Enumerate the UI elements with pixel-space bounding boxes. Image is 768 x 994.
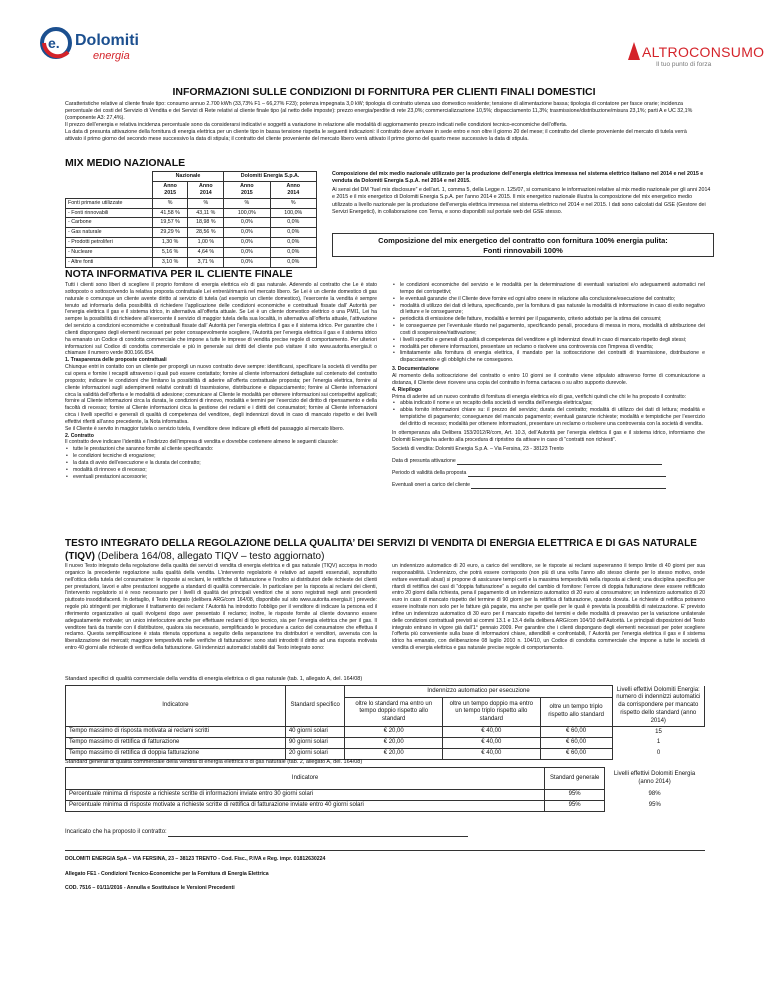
year-2: 2014 <box>199 189 212 196</box>
unit-cell: % <box>224 198 270 208</box>
table-row <box>66 749 705 760</box>
mix-comp-body: Ai sensi del DM “fuel mix disclosure” e dell’art. 1, comma 5, della Legge n. 125/07, si comunicano le informazioni relative al mix medio nazionale per gli anni 2014 e 2015 e il mix energetico di Dolomiti Energia S.p.A. per l’anno 2014 e 2015. Il mix energetico nazionale illustra la composizione del mix energetico medio utilizzato a livello nazionale per la produzione dell’energia elettrica immessa nel sistema elettrico nel 2014 e nel 2015. I dati sono calcolati dal GSE (Gestore dei Servizi Energetici), in collaborazione con Terna, e sono disponibili sul portale web del GSE stesso. <box>332 187 711 215</box>
intro-p3: La data di presunta attivazione della fornitura di energia elettrica per un cliente tipo in bassa tensione rispetta le seguenti indicazioni: il contratto deve arrivare in sede entro e non oltre il giorno 20 del mese; il contratto del cliente proveniente del mercato di tutela verrà attivato il primo giorno del secondo mese successivo la data di stipula; il contratto del cliente proveniente del mercato libero verrà attivato il primo giorno del quarto mese successivo la data di stipula. <box>65 129 687 143</box>
t2-h-livelli: Livelli effettivi Dolomiti Energia (anno 2014) <box>613 770 696 785</box>
list-item: • le eventuali garanzie che il Cliente deve fornire ed ogni altro onere in relazione alla conclusione/esecuzione del contratto; <box>392 296 705 303</box>
mix-cell: 5,16 % <box>152 248 188 258</box>
tiqv-right-text: un indennizzo automatico di 20 euro, a carico del venditore, se le risposte ai reclami supereranno il tempo limite di 40 giorni per sua responsabilità. L’indennizzo, che potrà essere corrisposto (non più di una volta l’anno allo stesso cliente per lo stesso motivo, onde evitare eventuali abusi) si propone di assicurare tempi certi e la massima tempestività nella risposta ai clienti; una disciplina specifica per ritardi di rettifica dei casi di “doppia fatturazione” a seguito del cambio di fornitore: l’errore di doppia fatturazione deve essere rettificato entro 20 giorni dalla richiesta, pena il pagamento di un indennizzo automatico di 20 euro al consumatore; un indennizzo automatico di 20 euro in caso di mancato rispetto del termine di 90 giorni per la rettifica di fatturazione, quando dovuta. Le richieste di rettifica potranno essere inoltrate non solo per le fatture già pagate, ma anche per quelle per le quali è prevista la possibilità di rateizzazione. E’ previsto infine un indennizzo automatico di 30 euro per il mancato rispetto dei termini e delle modalità di preavviso per la variazione unilaterale delle condizioni contrattuali previsti ai commi 13.1 e 13.4 della delibera ARG/com 104/10 dell’Autorità. Le principali disposizioni del Testo integrato entrano in vigore già dall’1° gennaio 2009. Per garantire che i clienti dispongano degli elementi necessari per poter scegliere l’offerta più conveniente sulla base di informazioni chiare, attendibili e confrontabili, l’ Autorità per l’energia elettrica il gas e il sistema idrico ha emanato, con deliberazione 08 luglio 2010 n. 104/10, un Codice di condotta commerciale che impone a tutte le società di vendita di energia elettrica e gas naturale precise regole di comportamento. <box>392 563 705 652</box>
mix-cell: 0,0% <box>224 248 270 258</box>
logo-energia-text: energia <box>93 50 130 62</box>
list-item: • le conseguenze per l’eventuale ritardo nel pagamento, specificando penali, procedura di messa in mora, modalità di attribuzione dei costi di sospensione/riattivazione; <box>392 323 705 337</box>
t1-h-livelli: Livelli effettivi Dolomiti Energia: numero di indennizzi automatici da corrispondere per mancato rispetto dello standard (anno 2014) <box>612 686 704 727</box>
mix-cell: 41,58 % <box>152 208 188 218</box>
nota-h3: 3. Documentazione <box>392 366 439 373</box>
tiqv-title <box>65 537 705 563</box>
altroconsumo-logo <box>626 40 765 74</box>
t1-h-group: Indennizzo automatico per esecuzione <box>345 686 612 698</box>
t1-cell: 0 <box>656 750 661 757</box>
t2-h-standard: Standard generale <box>545 768 605 790</box>
tiqv-title-main: TESTO INTEGRATO DELLA REGOLAZIONE DELLA QUALITA’ DEI SERVIZI DI VENDITA DI ENERGIA ELETTRICA E DI GAS NATURALE <box>65 538 697 549</box>
footer-company: DOLOMITI ENERGIA SpA – VIA FERSINA, 23 – 38123 TRENTO - Cod. Fisc., P.IVA e Reg. impr. 01812630224 <box>65 856 326 862</box>
mix-cell: 0,0% <box>224 228 270 238</box>
t1-cell: 40 giorni solari <box>285 727 345 738</box>
mix-row <box>66 208 317 218</box>
summary-list <box>392 400 705 427</box>
t1-cell: 90 giorni solari <box>285 738 345 749</box>
tiqv-title-sub: (Delibera 164/08, allegato TIQV – testo aggiornato) <box>97 551 325 562</box>
incaricato-row <box>65 829 468 837</box>
t1-h-b: oltre un tempo doppio ma entro un tempo triplo rispetto allo standard <box>443 698 541 727</box>
mix-cell: 29,29 % <box>152 228 188 238</box>
field-periodo-validita[interactable] <box>468 476 666 477</box>
mix-row-label: - Carbone <box>66 218 153 228</box>
t1-cell: 1 <box>656 739 661 746</box>
mix-cell: 1,30 % <box>152 238 188 248</box>
list-item: • modalità di rinnovo e di recesso; <box>65 467 377 474</box>
t2-cell: 95% <box>648 801 661 808</box>
t2-cell: Percentuale minima di risposte motivate a richieste scritte di rettifica di fatturazione inviate entro 40 giorni solari <box>66 800 545 811</box>
list-item: • limitatamente alla fornitura di energia elettrica, il mandato per la sottoscrizione dei contratti di trasmissione, distribuzione e dispacciamento e gli obblighi che ne conseguono. <box>392 350 705 364</box>
nota-p2: Chiunque entri in contatto con un cliente per proporgli un nuovo contratto deve sempre: identificarsi, specificare la società di vendita per cui opera e fornire i recapiti attraverso i quali può essere contattato; fornire al cliente informazioni dettagliate sul contenuto del contratto proposto; indicare le condizioni che limitano la possibilità di aderire all’offerta contrattuale proposta; per l’energia elettrica, fornire al cliente informazioni sugli adempimenti relativi contratti di trasmissione, distribuzione e dispacciamento; fornire al Cliente informazioni circa la validità dell’offerta e le modalità di adesione; comunicare al Cliente le modalità per ottenere informazioni sui corrispettivi applicati; fornire al Cliente informazioni circa la durata, le condizioni di rinnovo, modalità e termini per l’esercizio del diritto di ripensamento e della facoltà di recesso; fornire al Cliente informazioni circa la gestione dei reclami e i diritti dei consumatori; fornire al Cliente informazioni circa i livelli specifici e generali di qualità di competenza del venditore, degli indennizzi dovuti in caso di mancato rispetto e dei livelli effettivi riferiti all’anno precedente, la Nota informativa. <box>65 364 377 425</box>
mix-cell: 43,11 % <box>188 208 224 218</box>
mix-cell: 3,71 % <box>188 257 224 267</box>
t1-cell: € 40,00 <box>443 738 541 749</box>
mix-cell: 100,0% <box>270 208 316 218</box>
table-row <box>66 727 705 738</box>
t1-cell: 20 giorni solari <box>285 749 345 760</box>
field-oneri[interactable] <box>471 488 666 489</box>
mix-cell: 19,57 % <box>152 218 188 228</box>
mix-cell: 0,0% <box>224 238 270 248</box>
t1-h-indicatore: Indicatore <box>66 686 286 727</box>
t2-cell: 95% <box>545 790 605 801</box>
year-3: 2015 <box>240 189 253 196</box>
incaricato-label: Incaricato che ha proposto il contratto: <box>65 829 167 835</box>
mix-cell: 0,0% <box>224 257 270 267</box>
field-data-attivazione-label: Data di presunta attivazione <box>392 458 456 465</box>
mix-group-national: Nazionale <box>152 172 223 182</box>
mix-heading: MIX MEDIO NAZIONALE <box>65 157 186 169</box>
box-line2: Fonti rinnovabili 100% <box>483 245 563 255</box>
table2-caption: Standard generali di qualità commerciale della vendita di energia elettrica o di gas naturale (tab. 2, allegato A, del. 164/08) <box>65 759 363 765</box>
list-item: • tutte le prestazioni che saranno fornite al cliente specificando: <box>65 446 377 453</box>
t1-cell: Tempo massimo di risposta motivata ai reclami scritti <box>66 727 286 738</box>
table-row <box>66 800 705 811</box>
mix-row-label: - Nucleare <box>66 248 153 258</box>
t1-cell: € 60,00 <box>540 727 612 738</box>
t1-cell: € 20,00 <box>345 727 443 738</box>
t2-cell: 98% <box>648 791 661 797</box>
mix-cell: 0,0% <box>270 248 316 258</box>
mix-cell: 28,56 % <box>188 228 224 238</box>
list-item: • modalità di utilizzo dei dati di lettura, specificando, per la fornitura di gas naturale la modalità di informazione in caso di esito negativo di letture e le conseguenze; <box>392 303 705 317</box>
list-item: • la data di avvio dell’esecuzione e la durata del contratto; <box>65 460 377 467</box>
list-item: • i livelli specifici e generali di qualità di competenza del venditore e gli indennizzi dovuti in caso di mancato rispetto degli stessi; <box>392 337 705 344</box>
mix-row <box>66 257 317 267</box>
mix-cell: 18,98 % <box>188 218 224 228</box>
mix-cell: 0,0% <box>270 257 316 267</box>
tiqv-title-abbr: (TIQV) <box>65 551 95 562</box>
mix-row-header: Fonti primarie utilizzate <box>66 198 153 208</box>
mix-group-dolomiti: Dolomiti Energia S.p.A. <box>224 172 317 182</box>
intro-p1: Caratteristiche relative al cliente finale tipo: consumo annuo 2.700 kWh (33,73% F1 – 66,27% F23); potenza impegnata 3,0 kW; tipologia di contratto utenza uso domestico residente; tensione di alimentazione bassa; tipologia di contatore per fasce orarie; incidenza percentuale dei costi del Servizio di Vendita e dei Servizi di Rete relativi al cliente finale tipo (al netto delle imposte): prezzo energia/perdite di rete 23,0%; commercializzazione 10,5%; dispacciamento 11,3%; trasmissione/distribuzione/misura 23,1%; parti A e UC 32,1% (componente A3: 27,4%). <box>65 101 693 122</box>
nota-p1: Tutti i clienti sono liberi di scegliere il proprio fornitore di energia elettrica e/o di gas naturale. Aderendo al contratto che Le è stato sottoposto o sottoscrivendo la relativa proposta contrattuale Lei entrerà/rimarrà nel mercato libero. Se Lei è un cliente domestico di gas naturale o comunque un cliente avente diritto al servizio di tutela (ad esempio un cliente domestico), l’esercente la vendita è sempre tenuto ad informarla della possibilità di richiedere l’applicazione delle condizioni economiche e contrattuali fissate dall’ Autorità per l’energia elettrica il gas e il sistema idrico, in alternativa all’offerta attuale. Se Lei è un cliente domestico elettrico o una PMI1, Lei ha sempre la possibilità di richiedere all’esercente il servizio di maggior tutela della sua località, in alternativa all’offerta attuale, l’attivazione del servizio a condizioni economiche e contrattuali fissate dall’ Autorità per l’energia elettrica il gas e il sistema idrico. Per garantire che i clienti dispongano degli elementi necessari per poter consapevolmente scegliere, l’Autorità per l’energia elettrica il gas e il sistema idrico ha emanato un Codice di condotta commerciale che impone a tutte le imprese di vendita precise regole di comportamento. Per ulteriori informazioni sul Codice di condotta commerciale e più in generale sui diritti del cliente può visitare il sito www.autorita.energia.it o chiamare il numero verde 800.166.654. <box>65 282 377 357</box>
list-item: • periodicità di emissione delle fatture, modalità e termini per il pagamento, criterio adottato per la stima dei consumi; <box>392 316 705 323</box>
list-item: • abbia indicato il nome e un recapito della società di vendita dell’energia elettrica/gas; <box>392 400 705 407</box>
t1-cell: Tempo massimo di rettifica di doppia fatturazione <box>66 749 286 760</box>
list-item: • le condizioni economiche del servizio e le modalità per la determinazione di eventuali variazioni e/o adeguamenti automatici nel tempo dei corrispettivi; <box>392 282 705 296</box>
t1-cell: € 60,00 <box>540 749 612 760</box>
societa-vendita: Società di vendita: Dolomiti Energia S.p.A. – Via Fersina, 23 - 38123 Trento <box>392 446 564 453</box>
table1-caption: Standard specifici di qualità commerciale della vendita di energia elettrica o di gas naturale (tab. 1, allegato A, del. 164/08) <box>65 676 363 682</box>
t1-cell: 15 <box>655 728 662 735</box>
field-oneri-label: Eventuali oneri a carico del cliente <box>392 481 471 488</box>
box-line1: Composizione del mix energetico del contratto con fornitura 100% energia pulita: <box>378 236 668 245</box>
list-item: • abbia fornito informazioni chiare su: il prezzo del servizio; durata del contratto; modalità di utilizzo dei dati di lettura; modalità e tempistiche di pagamento; conseguenze del mancato pagamento; eventuali garanzie richieste; modalità e tempistiche per l’esercizio del diritto di recesso; modalità per ottenere informazioni, presentare un reclamo o risolvere una controversia con la società di vendita. <box>392 407 705 428</box>
field-data-attivazione[interactable] <box>457 464 662 465</box>
table-row <box>66 738 705 749</box>
page-title: INFORMAZIONI SULLE CONDIZIONI DI FORNITURA PER CLIENTI FINALI DOMESTICI <box>172 86 596 98</box>
t1-cell: € 20,00 <box>345 738 443 749</box>
table2 <box>65 767 705 812</box>
nota-p5: Al momento della sottoscrizione del contratto o entro 10 giorni se il contratto viene stipulato attraverso forme di comunicazione a distanza, il Cliente deve ricevere una copia del contratto in forma cartacea o su altro supporto durevole. <box>392 372 705 386</box>
contract-clauses-list-cont <box>392 282 705 364</box>
t1-cell: € 40,00 <box>443 749 541 760</box>
t1-h-a: oltre lo standard ma entro un tempo doppio rispetto allo standard <box>345 698 443 727</box>
nota-p7: In ottemperanza alla Delibera 153/2012/R/com, Art. 10.3, dell’Autorità per l’energia elettrica il gas e il sistema idrico, informiamo che Dolomiti Energia ha aderito alla procedura di ripristino da attivare in caso di “contratti non richiesti”. <box>392 429 705 443</box>
logo-altroconsumo-text: ALTROCONSUMO <box>642 44 765 60</box>
unit-cell: % <box>152 198 188 208</box>
logo-dolomiti-text: Dolomiti <box>75 32 139 49</box>
table1 <box>65 685 705 760</box>
mix-row-label: - Prodotti petroliferi <box>66 238 153 248</box>
field-periodo-validita-label: Periodo di validità della proposta <box>392 470 467 477</box>
t2-cell: 95% <box>545 800 605 811</box>
intro-text <box>65 101 705 143</box>
nota-p4: Il contratto deve indicare l’identità e l’indirizzo dell’impresa di vendita e dovrebbe contenere almeno le seguenti clausole: <box>65 439 339 446</box>
t1-h-standard: Standard specifico <box>285 686 345 727</box>
footer-divider <box>65 850 705 851</box>
contract-clauses-list <box>65 446 377 480</box>
nota-left-column <box>65 282 377 480</box>
table-row <box>66 790 705 801</box>
mix-cell: 0,0% <box>270 218 316 228</box>
mix-table <box>65 171 317 268</box>
footer-code: COD. 7516 – 01/11/2016 - Annulla e Sostituisce le Versioni Precedenti <box>65 885 235 891</box>
t2-h-indicatore: Indicatore <box>66 768 545 790</box>
t1-cell: Tempo massimo di rettifica di fatturazione <box>66 738 286 749</box>
dolomiti-logo <box>38 22 158 64</box>
t1-cell: € 60,00 <box>540 738 612 749</box>
mix-row-label: - Altre fonti <box>66 257 153 267</box>
nota-h4: 4. Riepilogo <box>392 386 422 393</box>
mix-cell: 100,0% <box>224 208 270 218</box>
mix-row <box>66 238 317 248</box>
t2-cell: Percentuale minima di risposte a richieste scritte di informazioni inviate entro 30 giorni solari <box>66 790 545 801</box>
mix-row <box>66 228 317 238</box>
nota-heading: NOTA INFORMATIVA PER IL CLIENTE FINALE <box>65 268 293 280</box>
mix-cell: 4,64 % <box>188 248 224 258</box>
t1-cell: € 20,00 <box>345 749 443 760</box>
list-item: • eventuali prestazioni accessorie; <box>65 474 377 481</box>
mix-clean-energy-box <box>332 233 714 257</box>
list-item: • modalità per ottenere informazioni, presentare un reclamo o risolvere una controversia con l’impresa di vendita; <box>392 344 705 351</box>
unit-cell: % <box>270 198 316 208</box>
nota-right-column <box>392 282 705 489</box>
footer-allegato: Allegato FE1 - Condizioni Tecnico-Economiche per la Fornitura di Energia Elettrica <box>65 871 269 877</box>
list-item: • le condizioni tecniche di erogazione; <box>65 453 377 460</box>
year-1: 2015 <box>164 189 177 196</box>
mix-row <box>66 218 317 228</box>
mix-cell: 3,10 % <box>152 257 188 267</box>
nota-p6: Prima di aderire ad un nuovo contratto di fornitura di energia elettrica e/o di gas, verifichi quindi che chi le ha proposto il contratto: <box>392 393 687 400</box>
year-label: Anno <box>163 182 177 189</box>
intro-p2: Il prezzo dell’energia e relativa incidenza percentuale sono da considerarsi indicativi e soggetti a variazione in relazione alle modalità di aggiornamento prezzo indicati nelle condizioni tecnico-economiche dell’offerta. <box>65 122 568 129</box>
year-label: Anno <box>240 182 254 189</box>
mix-cell: 0,0% <box>270 228 316 238</box>
unit-cell: % <box>188 198 224 208</box>
t1-h-c: oltre un tempo triplo rispetto allo standard <box>540 698 612 727</box>
logo-e: e. <box>48 35 60 51</box>
year-4: 2014 <box>287 189 300 196</box>
year-label: Anno <box>286 182 301 189</box>
mix-cell: 1,00 % <box>188 238 224 248</box>
nota-h1: 1. Trasparenza delle proposte contrattuali <box>65 357 167 364</box>
nota-h2: 2. Contratto <box>65 432 94 439</box>
mix-cell: 0,0% <box>224 218 270 228</box>
mix-comp-title: Composizione del mix medio nazionale utilizzato per la produzione dell’energia elettrica immessa nel sistema elettrico italiano nel 2014 e nel 2015 e venduta da Dolomiti Energia S.p.A. nel 2014 e nel 2015. <box>332 171 704 185</box>
tiqv-left-text: Il nuovo Testo integrato della regolazione della qualità dei servizi di vendita di energia elettrica e di gas naturale (TIQV) accorpa in modo organico la precedente regolazione sulla qualità della vendita. L’intervento regolatorio è relativo ad aspetti essenziali, soprattutto nell’ottica della tutela del consumatore: le risposte ai reclami, le rettifiche di fatturazione e l’inoltro ai distributori delle richieste dei clienti per prestazioni, lavori e altre prestazioni soggette a standard di qualità commerciale. In particolare per la risposta ai reclami dei clienti, l’intervento regolatorio si è reso necessario per i livelli di qualità dei principali venditori che si sono registrati negli anni precedenti piuttosto insoddisfacenti. In dettaglio, il Testo integrato (delibera ARG/com 164/08, disponibile sul sito www.autorita.energia.it ) prevede: regole più stringenti per migliorare il trattamento dei reclami: l’Autorità ha introdotto l’obbligo per il venditore di indicare la persona ed il riferimento organizzativo ai quali rivolgersi dopo aver presentato il reclamo; inoltre, le risposte fornite al cliente dovranno essere adeguatamente motivate; un unico interlocutore anche per effettuare reclami di tipo tecnico, sia per l’energia elettrica che per il gas. Il venditore farà da tramite con il distributore, qualora sia necessario, semplificando le procedure a carico del consumatore che effettua il reclamo. Questa semplificazione è stata ritenuta opportuna a seguito della separazione tra distributori e venditori, avvenuta con la liberalizzazione dei mercati; maggiore tempestività nelle verifiche di fatturazione: sono stati introdotti il diritto ad una risposta motivata entro 40 giorni alle richieste di verifica della fatturazione. Gli indennizzi automatici stabiliti dal Testo integrato sono: <box>65 563 377 652</box>
mix-row-label: - Fonti rinnovabili <box>66 208 153 218</box>
mix-composition-text <box>332 171 714 216</box>
mix-cell: 0,0% <box>270 238 316 248</box>
logo-tagline: Il tuo punto di forza <box>656 61 712 68</box>
incaricato-field[interactable] <box>168 836 468 837</box>
nota-p3: Se il Cliente è servito in maggior tutela o servizio tutela, il venditore deve indicare gli effetti del passaggio al mercato libero. <box>65 425 345 432</box>
mix-row-label: - Gas naturale <box>66 228 153 238</box>
t1-cell: € 40,00 <box>443 727 541 738</box>
mix-row <box>66 248 317 258</box>
year-label: Anno <box>199 182 213 189</box>
